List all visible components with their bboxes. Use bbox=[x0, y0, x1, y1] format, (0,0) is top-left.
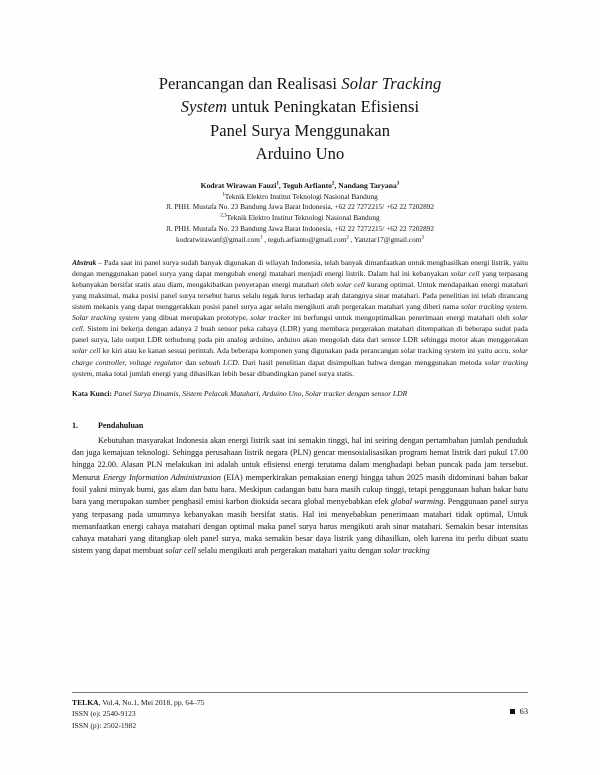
affiliation-text: Teknik Elektro Institut Teknologi Nasional Bandung bbox=[224, 191, 378, 201]
title-line-1 bbox=[159, 74, 442, 93]
abstract-emphasis: solar cell bbox=[72, 346, 101, 356]
body-emphasis: Energy Information Administrasion bbox=[102, 472, 221, 482]
page-title bbox=[72, 72, 528, 166]
affiliation-block bbox=[72, 192, 528, 246]
journal-citation bbox=[72, 697, 204, 708]
email-separator: , bbox=[348, 234, 355, 244]
title-emphasis: System bbox=[180, 97, 228, 117]
body-emphasis: solar cell bbox=[165, 546, 196, 556]
author-emails bbox=[72, 235, 528, 246]
abstract-emphasis: solar tracking system. Solar tracking system bbox=[72, 302, 528, 323]
affiliation-address-1: Jl. PHH. Mustafa No. 23 Bandung Jawa Barat Indonesia, +62 22 7272215/ +62 22 7202892 bbox=[165, 202, 435, 212]
abstract-text: . Dari hasil penelitian dapat disimpulkan bahwa dengan menggunakan metoda bbox=[237, 357, 485, 367]
journal-name: TELKA bbox=[72, 697, 99, 707]
affiliation-1 bbox=[72, 192, 528, 203]
section-paragraph bbox=[72, 435, 528, 558]
email-marker: 3 bbox=[421, 235, 424, 241]
abstract-emphasis: solar cell bbox=[336, 279, 365, 289]
square-bullet-icon bbox=[510, 709, 515, 714]
affiliation-2 bbox=[72, 213, 528, 224]
title-emphasis: Solar Tracking bbox=[341, 74, 442, 93]
body-emphasis: solar tracking bbox=[383, 546, 430, 556]
abstract-dash: – bbox=[96, 257, 105, 267]
journal-volume-info: , Vol.4, No.1, Mei 2018, pp. 64–75 bbox=[98, 697, 205, 707]
keywords-line bbox=[72, 388, 528, 399]
body-text: . Penggunaan panel surya yang terpasang pada umumnya kebanyakan masih bersifat statis. Hal ini menyebabkan penerimaan matahari tidak optimal, Untuk memanfaatkan energi cahaya matahari dengan optimal maka panel surya harus mengikuti arah sinar matahari. Semakin besar intensitas cahaya matahari yang ditangkap oleh panel surya, maka semakin besar daya listrik yang dihasilkan, oleh karena itu perlu dibuat suatu sistem yang dapat membuat bbox=[72, 497, 529, 556]
author-list: Kodrat Wirawan Fauzi$^1$, Teguh Arfianto$^2$, Nandang Taryana$^3$ bbox=[200, 180, 400, 190]
journal-info bbox=[72, 697, 204, 731]
email-marker: 2 bbox=[346, 235, 349, 241]
page-footer bbox=[72, 692, 528, 731]
abstract-text: , maka total jumlah energi yang dihasilkan lebih besar dibandingkan panel surya statis. bbox=[92, 368, 354, 378]
email-3: Yanztar17@gmail.com bbox=[354, 234, 422, 244]
email-2: teguh.arfianto@gmail.com bbox=[267, 234, 347, 244]
keywords-value: Panel Surya Dinamis, Sistem Pelacak Matahari, Arduino Uno, Solar tracker dengan sensor LDR bbox=[112, 388, 408, 398]
affiliation-marker: 2,3 bbox=[220, 213, 227, 219]
section-heading-pendahuluan bbox=[72, 421, 528, 430]
abstract-text: Pada saat ini panel surya sudah banyak digunakan di wilayah Indonesia, telah banyak dimanfaatkan untuk menghasilkan energi listrik, yaitu dengan menggunakan panel surya yang dapat mengubah energi matahari menjadi energi listrik. Dalam hal ini kebanyakan bbox=[72, 257, 528, 278]
author-affil-marker: 2 bbox=[331, 180, 335, 187]
body-emphasis: global warming bbox=[390, 497, 444, 507]
abstract-emphasis: solar cell bbox=[450, 268, 480, 278]
abstract-text: yang dibuat merupakan prototype, bbox=[139, 313, 251, 323]
page-number: 63 bbox=[519, 706, 528, 716]
abstract-text: yang terpasang kebanyakan bersifat statis atau diam, mengakibatkan penyerapan energi matahari oleh bbox=[72, 268, 528, 289]
affiliation-address-2: Jl. PHH. Mustafa No. 23 Bandung Jawa Barat Indonesia, +62 22 7272215/ +62 22 7202892 bbox=[165, 224, 435, 234]
affiliation-marker: 1 bbox=[222, 192, 225, 198]
affiliation-text: Teknik Elektro Institut Teknologi Nasional Bandung bbox=[226, 213, 380, 223]
body-text: selalu mengikuti arah pergerakan matahari yaitu dengan bbox=[195, 546, 384, 556]
abstract-text: . Sistem ini bekerja dengan adanya 2 buah sensor peka cahaya (LDR) yang membaca pergerakan matahari ditempatkan di beberapa sudut pada panel surya, lalu output LDR terhubung pada pin analog arduino, arduino akan mengolah data dari sensor LDR sehingga motor akan menggerakan bbox=[72, 324, 528, 345]
title-line-2 bbox=[181, 97, 420, 116]
email-marker: 1 bbox=[259, 235, 263, 241]
abstract-text: kurang optimal. Untuk mendapatkan energi matahari yang maksimal, maka posisi panel surya tersebut harus selalu tegak lurus terhadap arah datangnya sinar matahari. Pada penelitian ini telah dirancang sistem mekanis yang dapat menggerakkan posisi panel surya agar selalu mengikuti arah pergerakan matahari yang diberi nama bbox=[72, 279, 528, 312]
author-affil-marker: 1 bbox=[276, 180, 279, 187]
author-name-3: Nandang Taryana bbox=[338, 180, 397, 190]
abstract-emphasis: solar cell bbox=[72, 313, 528, 334]
body-text: (EIA) memperkirakan pemakaian energi hingga tahun 2025 masih didominasi bahan bakar fosil yakni minyak bumi, gas alam dan batu bara. Meskipun cadangan batu bara masih cukup tinggi, tetapi penggunaan bahan bakar batu bara yang merupakan sumber penghasil emisi karbon dioksida secara global menyebabkan efek bbox=[72, 472, 528, 507]
author-name-1: Kodrat Wirawan Fauzi bbox=[200, 180, 277, 190]
email-1: kodratwirawanf@gmail.com bbox=[176, 234, 260, 244]
abstract-emphasis: solar tracker bbox=[250, 313, 291, 323]
section-number: 1. bbox=[72, 420, 78, 430]
keywords-label: Kata Kunci: bbox=[72, 388, 113, 398]
abstract-emphasis: sebuah LCD bbox=[198, 357, 238, 367]
author-name-2: Teguh Arfianto bbox=[282, 180, 332, 190]
abstract-label: Abstrak bbox=[72, 257, 97, 267]
abstract-emphasis: accu, solar charge controller, voltage regulator bbox=[72, 346, 528, 367]
issn-electronic: ISSN (e): 2540-9123 bbox=[72, 709, 136, 719]
title-line-4: Arduino Uno bbox=[255, 144, 345, 164]
footer-divider bbox=[72, 692, 528, 693]
title-text: Perancangan dan Realisasi bbox=[158, 74, 342, 93]
body-text: Kebutuhan masyarakat Indonesia akan energi listrik saat ini semakin tinggi, hal ini seiring dengan pertambahan jumlah penduduk dan juga kemajuan teknologi. Sehingga perusahaan listrik negara (PLN) gencar mensosialisasikan program hemat listrik dari pukul 17.00 hingga 22.00. Alasan PLN melakukan ini adalah untuk efisiensi energi terutama dalam menghadapi beban puncak pada jam tersebut. Menurut bbox=[72, 435, 528, 482]
title-line-3: Panel Surya Menggunakan bbox=[209, 120, 391, 140]
author-affil-marker: 3 bbox=[396, 180, 400, 187]
abstract-paragraph bbox=[72, 257, 528, 379]
issn-print: ISSN (p): 2502-1982 bbox=[72, 720, 137, 730]
abstract-text: ini berfungsi untuk mengoptimalkan penerimaan energi matahari oleh bbox=[290, 313, 513, 323]
abstract-text: ke kiri atau ke kanan sesuai perintah. Ada beberapa komponen yang digunakan pada perancangan solar tracking system ini yaitu bbox=[100, 346, 495, 356]
email-separator: , bbox=[262, 234, 268, 244]
page-number-block bbox=[510, 697, 528, 716]
abstract-text: dan bbox=[182, 357, 199, 367]
section-title: Pendahuluan bbox=[98, 420, 144, 430]
title-text: untuk Peningkatan Efisiensi bbox=[227, 97, 420, 117]
footer-row bbox=[72, 697, 528, 731]
abstract-emphasis: solar tracking system bbox=[72, 357, 528, 378]
